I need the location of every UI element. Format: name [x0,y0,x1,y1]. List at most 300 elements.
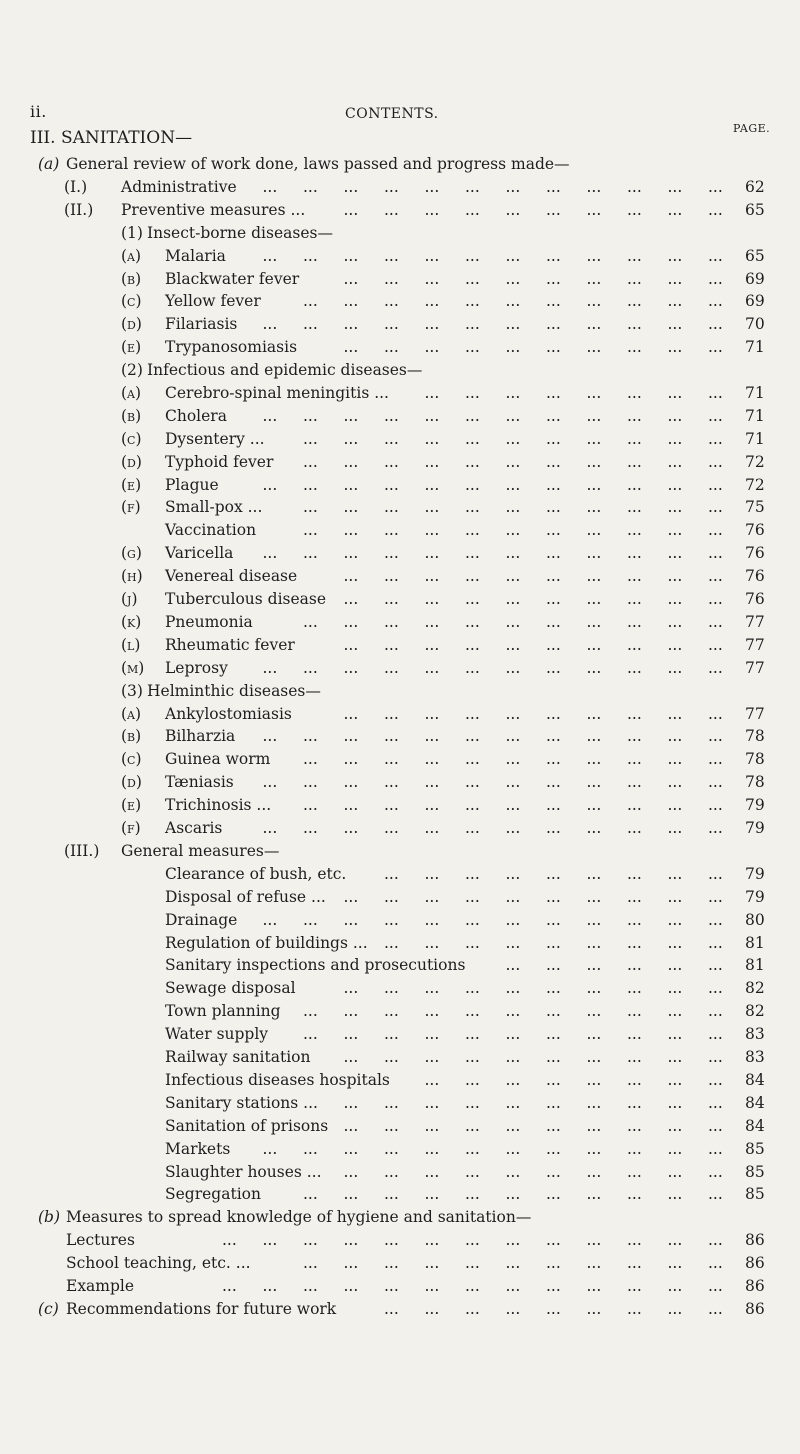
leader-dot-group: ... [708,476,723,494]
leader-dot-group: ... [546,636,561,654]
leader-dot-group: ... [708,247,723,265]
leader-dot-group: ... [586,773,602,791]
leader-dot-group: ... [708,270,723,288]
leader-dot-group: ... [343,247,359,265]
leader-dot-group: ... [424,750,440,768]
toc-entry-page: 72 [745,476,765,494]
leader-dot-group: ... [708,659,723,677]
leader-dot-group: ... [343,750,359,768]
leader-dot-group: ... [465,544,480,562]
leader-dot-group: ... [708,453,723,471]
toc-entry-label: Preventive measures ... [121,201,306,219]
toc-entry-mark: (c) [121,750,142,768]
leader-dot-group: ... [303,819,318,837]
leader-dot-group: ... [667,1140,683,1158]
leader-dot-group: ... [586,796,602,814]
leader-dot-group: ... [586,727,602,745]
toc-entry-page: 81 [745,934,765,952]
toc-entry-label: Slaughter houses ... [165,1163,322,1181]
leader-dot-group: ... [343,1231,359,1249]
leader-dot-group: ... [627,201,642,219]
leader-dot-group: ... [667,384,683,402]
toc-entry-label: Drainage [165,911,238,929]
leader-dot-group: ... [384,521,399,539]
leader-dot-group: ... [546,315,561,333]
leader-dot-group: ... [667,1094,683,1112]
leader-dot-group: ... [546,1163,561,1181]
leader-dot-group: ... [505,705,521,723]
leader-dot-group: ... [384,498,399,516]
toc-entry-label: Water supply [165,1025,269,1043]
leader-dot-group: ... [384,1094,399,1112]
part-title: III. SANITATION— [30,128,193,148]
toc-entry [0,427,800,451]
leader-dot-group: ... [424,773,440,791]
leader-dot-group: ... [546,865,561,883]
toc-entry-label: Segregation [165,1185,261,1203]
toc-entry-page: 86 [745,1300,765,1318]
toc-entry-label: Insect-borne diseases— [147,224,333,242]
toc-entry-label: Venereal disease [165,567,298,585]
toc-entry-label: Malaria [165,247,226,265]
leader-dot-group: ... [667,1025,683,1043]
leader-dot-group: ... [627,1048,642,1066]
leader-dot-group: ... [546,384,561,402]
toc-entry-page: 69 [745,270,765,288]
leader-dot-group: ... [708,750,723,768]
leader-dot-group: ... [667,201,683,219]
leader-dot-group: ... [424,453,440,471]
leader-dot-group: ... [586,1048,602,1066]
leader-dot-group: ... [627,1071,642,1089]
leader-dot-group: ... [505,636,521,654]
toc-entry-page: 78 [745,750,765,768]
leader-dot-group: ... [546,819,561,837]
leader-dot-group: ... [627,636,642,654]
leader-dot-group: ... [384,338,399,356]
leader-dot-group: ... [384,636,399,654]
leader-dot-group: ... [586,1231,602,1249]
leader-dot-group: ... [424,201,440,219]
toc-entry-mark: (d) [121,453,142,471]
toc-entry-page: 86 [745,1231,765,1249]
toc-entry [0,450,800,474]
leader-dot-group: ... [424,270,440,288]
leader-dot-group: ... [586,201,602,219]
toc-entry-mark: (d) [121,315,142,333]
leader-dot-group: ... [343,1002,359,1020]
toc-entry [0,564,800,588]
leader-dot-group: ... [424,865,440,883]
leader-dot-group: ... [384,1117,399,1135]
leader-dot-group: ... [546,590,561,608]
leader-dot-group: ... [708,1185,723,1203]
toc-entry [0,312,800,336]
toc-entry-label: Ankylostomiasis [165,705,292,723]
toc-entry [0,221,800,245]
leader-dot-group: ... [424,911,440,929]
leader-dot-group: ... [465,796,480,814]
leader-dot-group: ... [424,796,440,814]
toc-entry [0,587,800,611]
toc-entry-mark: (e) [121,338,142,356]
leader-dot-group: ... [627,1117,642,1135]
leader-dot-group: ... [627,1140,642,1158]
toc-entry-label: Plague [165,476,219,494]
toc-entry-label: Trichinosis ... [165,796,272,814]
leader-dot-group: ... [505,476,521,494]
leader-dot-group: ... [586,750,602,768]
leader-dot-group: ... [465,292,480,310]
leader-dot-group: ... [465,1002,480,1020]
leader-dot-group: ... [343,773,359,791]
leader-dot-group: ... [708,1117,723,1135]
leader-dot-group: ... [384,270,399,288]
leader-dot-group: ... [505,178,521,196]
toc-entry-page: 72 [745,453,765,471]
toc-entry-page: 86 [745,1254,765,1272]
leader-dot-group: ... [465,979,480,997]
toc-entry-page: 71 [745,430,765,448]
leader-dot-group: ... [424,1231,440,1249]
leader-dot-group: ... [546,979,561,997]
leader-dot-group: ... [384,567,399,585]
leader-dot-group: ... [384,407,399,425]
leader-dot-group: ... [627,934,642,952]
leader-dot-group: ... [262,727,278,745]
leader-dot-group: ... [627,979,642,997]
leader-dot-group: ... [505,384,521,402]
leader-dot-group: ... [343,315,359,333]
leader-dot-group: ... [303,796,318,814]
leader-dot-group: ... [384,819,399,837]
leader-dot-group: ... [343,888,359,906]
leader-dot-group: ... [343,1117,359,1135]
leader-dot-group: ... [627,819,642,837]
toc-entry-label: Recommendations for future work [66,1300,337,1318]
leader-dot-group: ... [465,338,480,356]
leader-dot-group: ... [505,1254,521,1272]
leader-dot-group: ... [708,865,723,883]
leader-dot-group: ... [505,750,521,768]
leader-dot-group: ... [667,590,683,608]
toc-entry-label: Sanitation of prisons [165,1117,329,1135]
leader-dot-group: ... [708,636,723,654]
toc-entry-label: Railway sanitation [165,1048,311,1066]
toc-entry [0,908,800,932]
toc-entry [0,1160,800,1184]
leader-dot-group: ... [708,1254,723,1272]
leader-dot-group: ... [586,590,602,608]
leader-dot-group: ... [586,979,602,997]
leader-dot-group: ... [343,705,359,723]
toc-entry [0,1045,800,1069]
leader-dot-group: ... [546,796,561,814]
toc-entry-page: 77 [745,636,765,654]
leader-dot-group: ... [505,292,521,310]
toc-entry [0,1114,800,1138]
leader-dot-group: ... [505,865,521,883]
leader-dot-group: ... [262,315,278,333]
leader-dot-group: ... [586,247,602,265]
leader-dot-group: ... [343,1025,359,1043]
leader-dot-group: ... [465,453,480,471]
leader-dot-group: ... [627,338,642,356]
leader-dot-group: ... [546,1140,561,1158]
leader-dot-group: ... [667,979,683,997]
toc-entry [0,358,800,382]
leader-dot-group: ... [667,956,683,974]
toc-entry-mark: (k) [121,613,142,631]
leader-dot-group: ... [424,430,440,448]
leader-dot-group: ... [424,1048,440,1066]
leader-dot-group: ... [627,178,642,196]
leader-dot-group: ... [586,430,602,448]
leader-dot-group: ... [343,498,359,516]
leader-dot-group: ... [586,1185,602,1203]
leader-dot-group: ... [505,796,521,814]
leader-dot-group: ... [627,659,642,677]
leader-dot-group: ... [586,613,602,631]
toc-entry-mark: (a) [38,155,60,173]
leader-dot-group: ... [262,1140,278,1158]
leader-dot-group: ... [586,819,602,837]
leader-dot-group: ... [667,727,683,745]
leader-dot-group: ... [384,453,399,471]
leader-dot-group: ... [546,476,561,494]
toc-entry-page: 85 [745,1163,765,1181]
leader-dot-group: ... [667,911,683,929]
leader-dot-group: ... [667,705,683,723]
leader-dot-group: ... [465,1185,480,1203]
leader-dot-group: ... [384,727,399,745]
leader-dot-group: ... [384,1231,399,1249]
leader-dot-group: ... [505,613,521,631]
toc-entry-label: Markets [165,1140,231,1158]
leader-dot-group: ... [465,590,480,608]
leader-dot-group: ... [384,1163,399,1181]
toc-entry-label: School teaching, etc. ... [66,1254,251,1272]
leader-dot-group: ... [505,1002,521,1020]
leader-dot-group: ... [627,1231,642,1249]
leader-dot-group: ... [586,498,602,516]
leader-dot-group: ... [667,865,683,883]
leader-dot-group: ... [343,521,359,539]
leader-dot-group: ... [708,819,723,837]
leader-dot-group: ... [343,1140,359,1158]
toc-entry-label: General review of work done, laws passed and progress made— [66,155,570,173]
leader-dot-group: ... [546,453,561,471]
leader-dot-group: ... [627,705,642,723]
toc-entry-mark: (e) [121,796,142,814]
leader-dot-group: ... [586,476,602,494]
leader-dot-group: ... [667,613,683,631]
leader-dot-group: ... [343,1163,359,1181]
leader-dot-group: ... [708,613,723,631]
leader-dot-group: ... [343,659,359,677]
toc-entry [0,839,800,863]
leader-dot-group: ... [465,934,480,952]
leader-dot-group: ... [505,1048,521,1066]
leader-dot-group: ... [627,956,642,974]
toc-entry-label: Sewage disposal [165,979,296,997]
leader-dot-group: ... [424,247,440,265]
leader-dot-group: ... [343,819,359,837]
toc-entry [0,1228,800,1252]
toc-entry-mark: (b) [121,270,142,288]
toc-entry-label: Small-pox ... [165,498,263,516]
toc-entry [0,1137,800,1161]
leader-dot-group: ... [546,659,561,677]
leader-dot-group: ... [546,270,561,288]
toc-entry-label: Varicella [165,544,234,562]
leader-dot-group: ... [586,567,602,585]
leader-dot-group: ... [546,750,561,768]
leader-dot-group: ... [586,453,602,471]
leader-dot-group: ... [708,384,723,402]
leader-dot-group: ... [708,796,723,814]
leader-dot-group: ... [667,796,683,814]
leader-dot-group: ... [465,1254,480,1272]
leader-dot-group: ... [424,567,440,585]
leader-dot-group: ... [667,407,683,425]
leader-dot-group: ... [546,247,561,265]
leader-dot-group: ... [627,613,642,631]
toc-entry-page: 76 [745,567,765,585]
leader-dot-group: ... [424,521,440,539]
leader-dot-group: ... [465,498,480,516]
leader-dot-group: ... [384,613,399,631]
leader-dot-group: ... [222,1277,237,1295]
toc-entry [0,1205,800,1229]
leader-dot-group: ... [465,178,480,196]
leader-dot-group: ... [465,865,480,883]
toc-entry-page: 80 [745,911,765,929]
leader-dot-group: ... [303,911,318,929]
leader-dot-group: ... [546,705,561,723]
leader-dot-group: ... [546,727,561,745]
leader-dot-group: ... [303,521,318,539]
toc-entry-page: 69 [745,292,765,310]
leader-dot-group: ... [627,727,642,745]
toc-entry-page: 78 [745,773,765,791]
leader-dot-group: ... [586,521,602,539]
toc-entry-page: 70 [745,315,765,333]
leader-dot-group: ... [343,636,359,654]
toc-entry-page: 77 [745,613,765,631]
leader-dot-group: ... [586,384,602,402]
leader-dot-group: ... [424,590,440,608]
leader-dot-group: ... [262,476,278,494]
leader-dot-group: ... [384,1048,399,1066]
leader-dot-group: ... [586,865,602,883]
leader-dot-group: ... [465,430,480,448]
leader-dot-group: ... [627,911,642,929]
leader-dot-group: ... [586,292,602,310]
toc-entry [0,473,800,497]
leader-dot-group: ... [546,1117,561,1135]
leader-dot-group: ... [465,1048,480,1066]
leader-dot-group: ... [424,476,440,494]
toc-entry-page: 65 [745,247,765,265]
toc-entry-label: Ascaris [165,819,223,837]
page-number: ii. [30,102,47,121]
leader-dot-group: ... [424,384,440,402]
toc-entry [0,770,800,794]
leader-dot-group: ... [343,1277,359,1295]
leader-dot-group: ... [262,544,278,562]
leader-dot-group: ... [303,178,318,196]
toc-entry-page: 86 [745,1277,765,1295]
leader-dot-group: ... [667,750,683,768]
leader-dot-group: ... [708,338,723,356]
leader-dot-group: ... [627,498,642,516]
leader-dot-group: ... [505,888,521,906]
leader-dot-group: ... [465,1231,480,1249]
leader-dot-group: ... [343,911,359,929]
leader-dot-group: ... [708,979,723,997]
leader-dot-group: ... [465,315,480,333]
leader-dot-group: ... [505,1094,521,1112]
leader-dot-group: ... [303,1254,318,1272]
leader-dot-group: ... [505,430,521,448]
leader-dot-group: ... [424,727,440,745]
leader-dot-group: ... [586,178,602,196]
leader-dot-group: ... [667,1163,683,1181]
toc-entry-mark: (I.) [64,178,88,196]
leader-dot-group: ... [708,1140,723,1158]
leader-dot-group: ... [546,934,561,952]
toc-entry-page: 78 [745,727,765,745]
leader-dot-group: ... [424,934,440,952]
leader-dot-group: ... [708,292,723,310]
toc-entry-label: Tuberculous disease [165,590,327,608]
leader-dot-group: ... [708,1048,723,1066]
leader-dot-group: ... [586,1071,602,1089]
leader-dot-group: ... [667,498,683,516]
leader-dot-group: ... [667,315,683,333]
leader-dot-group: ... [343,407,359,425]
leader-dot-group: ... [343,476,359,494]
leader-dot-group: ... [465,567,480,585]
toc-entry-label: Typhoid fever [165,453,274,471]
toc-entry-mark: (1) [121,224,143,242]
leader-dot-group: ... [465,384,480,402]
leader-dot-group: ... [505,1140,521,1158]
leader-dot-group: ... [343,544,359,562]
leader-dot-group: ... [384,476,399,494]
leader-dot-group: ... [424,544,440,562]
toc-entry-page: 71 [745,407,765,425]
leader-dot-group: ... [586,544,602,562]
leader-dot-group: ... [627,1300,642,1318]
leader-dot-group: ... [424,888,440,906]
leader-dot-group: ... [465,1140,480,1158]
leader-dot-group: ... [465,1277,480,1295]
toc-entry-label: Cerebro-spinal meningitis ... [165,384,389,402]
leader-dot-group: ... [708,1094,723,1112]
toc-entry-label: Sanitary stations ... [165,1094,318,1112]
leader-dot-group: ... [303,430,318,448]
leader-dot-group: ... [343,201,359,219]
toc-entry-mark: (II.) [64,201,94,219]
leader-dot-group: ... [343,292,359,310]
leader-dot-group: ... [586,1140,602,1158]
leader-dot-group: ... [343,270,359,288]
leader-dot-group: ... [667,1254,683,1272]
toc-entry-page: 76 [745,544,765,562]
toc-entry-label: Clearance of bush, etc. [165,865,347,883]
